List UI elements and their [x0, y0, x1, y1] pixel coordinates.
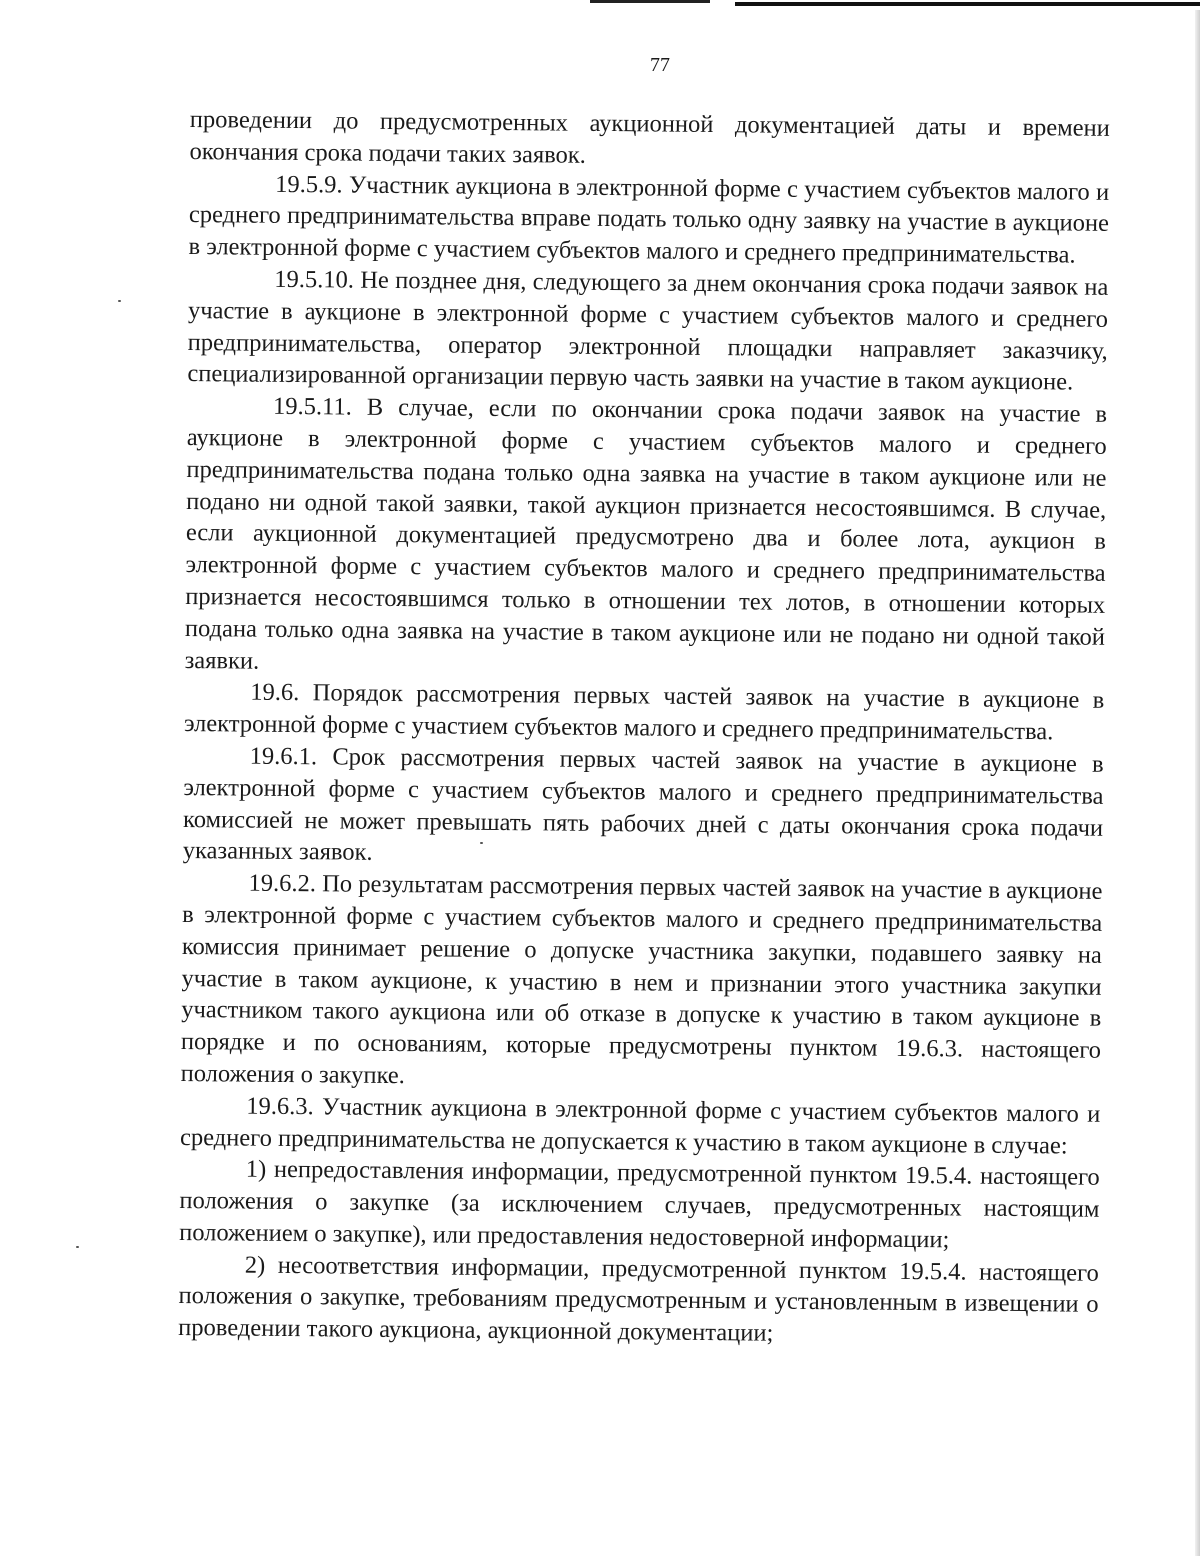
- paragraph-continuation: проведении до предусмотренных аукционной документацией даты и времени окончания срока подачи таких заявок.: [189, 105, 1110, 169]
- paragraph-19-6-3: 19.6.3. Участник аукциона в электронной форме с участием субъектов малого и среднего предпринимательства не допускается к участию в таком аукционе в случае:: [179, 1092, 1101, 1159]
- paragraph-19-6-2: 19.6.2. По результатам рассмотрения первых частей заявок на участие в аукционе в электронной форме с участием субъектов малого и среднего предпринимательства комиссия принимает решение о допуске участника закупки, подавшего заявку на участие в таком аукционе, к участию в нем и признании этого участника закупки участником такого аукциона или об отказе в допуске к участию в таком аукционе в порядке и по основаниям, которые предусмотрены пунктом 19.6.3. настоящего положения о закупке.: [180, 869, 1103, 1090]
- paragraph-19-6-1: 19.6.1. Срок рассмотрения первых частей заявок на участие в аукционе в электронной форме с участием субъектов малого и среднего предпринимательства комиссией не может превышать пять рабочих дней с даты окончания срока подачи указанных заявок.: [182, 742, 1104, 867]
- scan-mark: [735, 2, 1200, 6]
- list-item-1: 1) непредоставления информации, предусмотренной пунктом 19.5.4. настоящего положения о закупке (за исключением случаев, предусмотренных настоящим положением о закупке), или предоставления недостоверной информации;: [179, 1155, 1100, 1254]
- scan-speck: [76, 1246, 79, 1248]
- paragraph-19-5-9: 19.5.9. Участник аукциона в электронной форме с участием субъектов малого и среднего предпринимательства вправе подать только одну заявку на участие в аукционе в электронной форме с участием субъектов малого и среднего предпринимательства.: [188, 170, 1110, 269]
- scan-right-edge: [1195, 10, 1200, 1556]
- paragraph-19-5-10: 19.5.10. Не позднее дня, следующего за днем окончания срока подачи заявок на участие в аукционе в электронной форме с участием субъектов малого и среднего предпринимательства, оператор электронной площадки направляет заказчику, специализированной организации первую часть заявки на участие в таком аукционе.: [187, 265, 1109, 396]
- page-number: 77: [650, 54, 670, 76]
- document-body: [178, 104, 1110, 1353]
- scan-top-edge: [0, 0, 1200, 14]
- scan-mark: [590, 0, 710, 3]
- list-item-2: 2) несоответствия информации, предусмотренной пунктом 19.5.4. настоящего положения о закупке, требованиям предусмотренным и установленным в извещении о проведении такого аукциона, аукционной документации;: [178, 1251, 1099, 1347]
- paragraph-19-6: 19.6. Порядок рассмотрения первых частей заявок на участие в аукционе в электронной форме с участием субъектов малого и среднего предпринимательства.: [183, 678, 1105, 746]
- paragraph-19-5-11: 19.5.11. В случае, если по окончании срока подачи заявок на участие в аукционе в электронной форме с участием субъектов малого и среднего предпринимательства подана только одна заявка на участие в таком аукционе или не подано ни одной такой заявки, такой аукцион признается несостоявшимся. В случае, если аукционной документацией предусмотрено два и более лота, аукцион в электронной форме с участием субъектов малого и среднего предпринимательства признается несостоявшимся только в отношении тех лотов, в отношении которых подана только одна заявка на участие в таком аукционе или не подано ни одной такой заявки.: [184, 392, 1108, 675]
- scan-speck: [118, 300, 121, 302]
